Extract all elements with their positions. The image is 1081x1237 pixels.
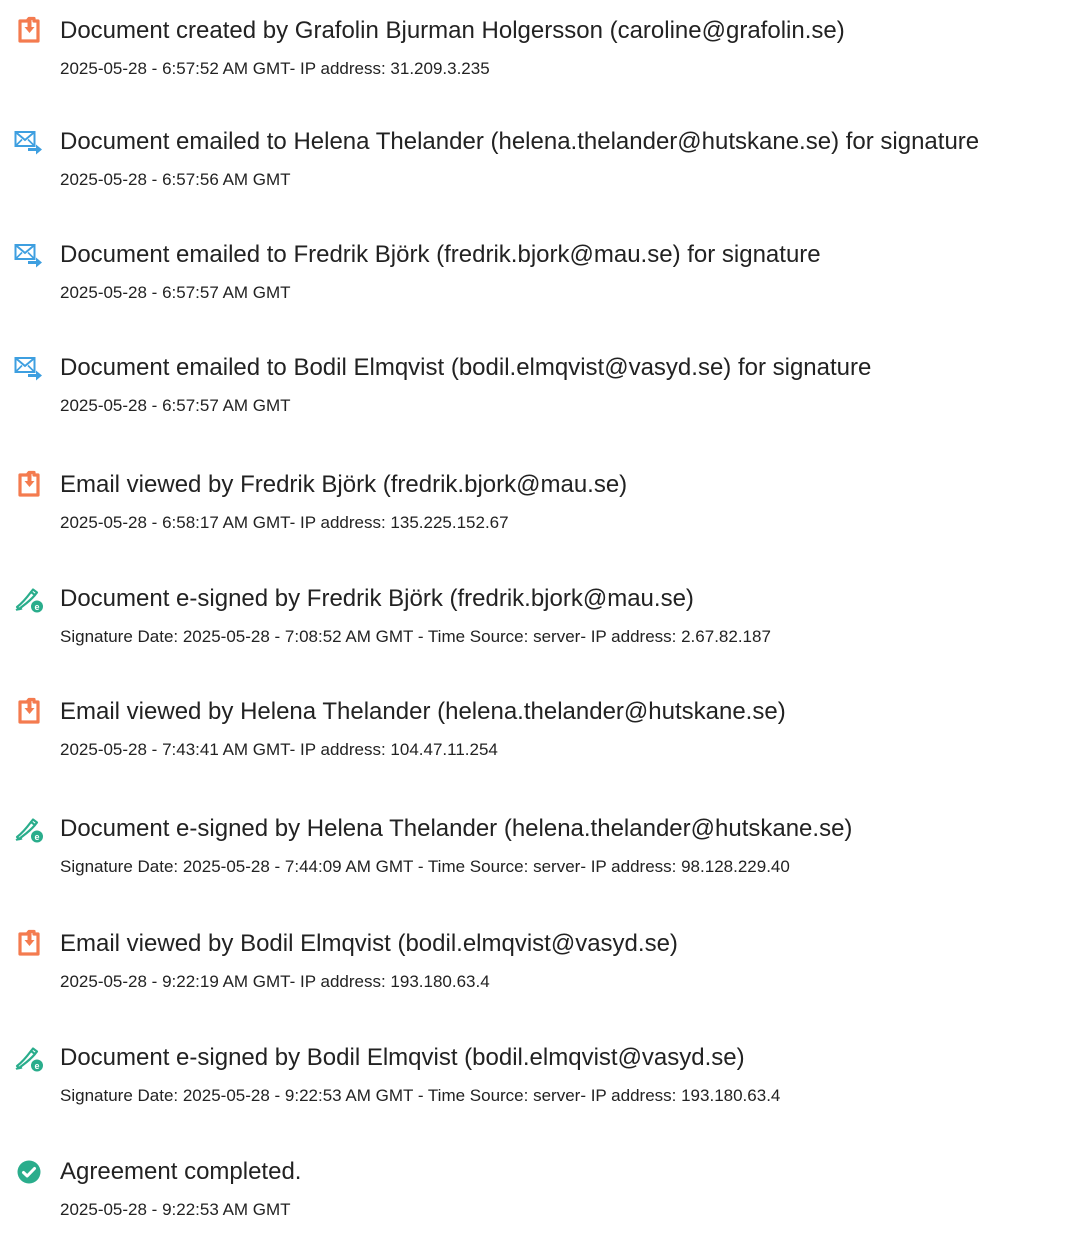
event-title: Document emailed to Bodil Elmqvist (bodil.elmqvist@vasyd.se) for signature (60, 354, 872, 381)
event-title: Document emailed to Fredrik Björk (fredrik.bjork@mau.se) for signature (60, 241, 821, 268)
audit-event (0, 470, 1081, 550)
event-detail: 2025-05-28 - 9:22:19 AM GMT- IP address: 193.180.63.4 (60, 972, 490, 991)
event-detail: 2025-05-28 - 6:57:52 AM GMT- IP address: 31.209.3.235 (60, 59, 490, 78)
audit-event (0, 929, 1081, 1009)
event-detail: Signature Date: 2025-05-28 - 9:22:53 AM GMT - Time Source: server- IP address: 193.180.63.4 (60, 1086, 781, 1105)
event-detail: 2025-05-28 - 6:57:56 AM GMT (60, 170, 291, 189)
svg-text:e: e (34, 602, 40, 613)
audit-event (0, 1157, 1081, 1237)
event-detail: Signature Date: 2025-05-28 - 7:08:52 AM GMT - Time Source: server- IP address: 2.67.82.187 (60, 627, 771, 646)
event-title: Document e-signed by Helena Thelander (helena.thelander@hutskane.se) (60, 815, 853, 842)
audit-event (0, 697, 1081, 777)
event-detail: Signature Date: 2025-05-28 - 7:44:09 AM GMT - Time Source: server- IP address: 98.128.229.40 (60, 857, 790, 876)
email-viewed-icon (14, 697, 44, 727)
event-title: Email viewed by Bodil Elmqvist (bodil.elmqvist@vasyd.se) (60, 930, 678, 957)
event-detail: 2025-05-28 - 6:57:57 AM GMT (60, 283, 291, 302)
audit-event (0, 127, 1081, 207)
email-sent-icon (14, 240, 44, 270)
event-title: Document e-signed by Bodil Elmqvist (bodil.elmqvist@vasyd.se) (60, 1044, 745, 1071)
event-detail: 2025-05-28 - 9:22:53 AM GMT (60, 1200, 291, 1219)
event-detail: 2025-05-28 - 6:58:17 AM GMT- IP address: 135.225.152.67 (60, 513, 509, 532)
document-created-icon (14, 16, 44, 46)
e-signed-pen-icon (14, 584, 44, 614)
event-title: Document emailed to Helena Thelander (helena.thelander@hutskane.se) for signature (60, 128, 980, 155)
event-title: Document e-signed by Fredrik Björk (fredrik.bjork@mau.se) (60, 585, 694, 612)
audit-event (0, 353, 1081, 433)
audit-event (0, 1043, 1081, 1123)
email-sent-icon (14, 127, 44, 157)
e-signed-pen-icon (14, 814, 44, 844)
event-title: Email viewed by Helena Thelander (helena.thelander@hutskane.se) (60, 698, 786, 725)
audit-event (0, 584, 1081, 664)
svg-text:e: e (34, 1061, 40, 1072)
e-signed-pen-icon (14, 1043, 44, 1073)
event-detail: 2025-05-28 - 7:43:41 AM GMT- IP address: 104.47.11.254 (60, 740, 498, 759)
email-sent-icon (14, 353, 44, 383)
email-viewed-icon (14, 929, 44, 959)
audit-event (0, 240, 1081, 320)
audit-event (0, 16, 1081, 96)
email-viewed-icon (14, 470, 44, 500)
event-title: Email viewed by Fredrik Björk (fredrik.bjork@mau.se) (60, 471, 628, 498)
event-title: Document created by Grafolin Bjurman Holgersson (caroline@grafolin.se) (60, 17, 845, 44)
svg-text:e: e (34, 832, 40, 843)
event-detail: 2025-05-28 - 6:57:57 AM GMT (60, 396, 291, 415)
event-title: Agreement completed. (60, 1158, 302, 1185)
agreement-completed-check-icon (14, 1157, 44, 1187)
audit-event (0, 814, 1081, 894)
